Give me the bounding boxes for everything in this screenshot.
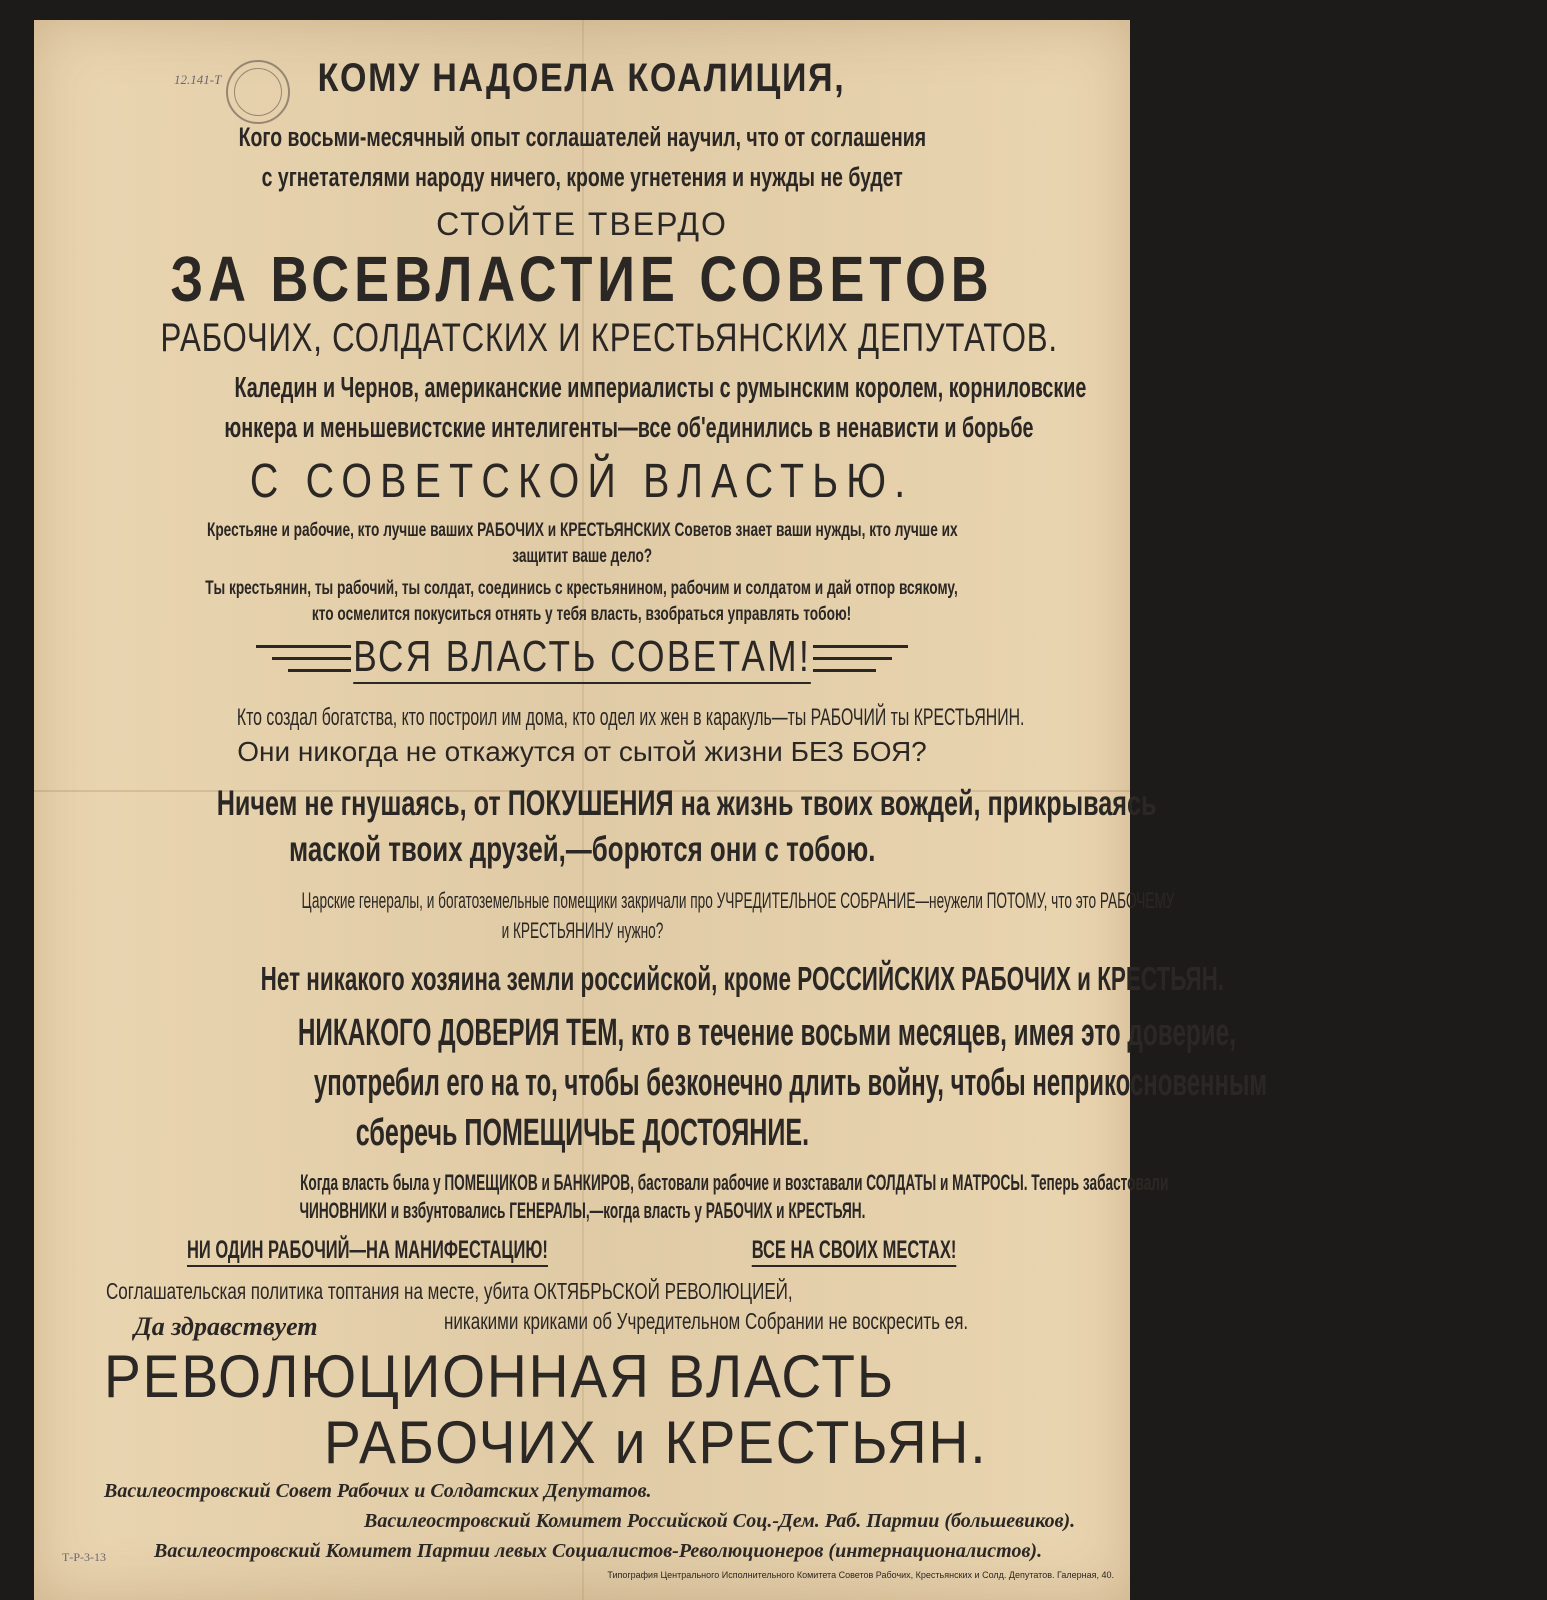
trust-line-3: сберечь ПОМЕЩИЧЬЕ ДОСТОЯНИЕ. [355, 1112, 809, 1154]
compromise-line-2: никакими криками об Учредительном Собрании не воскресить ея. [444, 1308, 969, 1334]
generals-line-1: Царские генералы, и богатоземельные помещики закричали про УЧРЕДИТЕЛЬНОЕ СОБРАНИЕ—неужели ПОТОМУ, что это РАБОЧЕМУ [301, 888, 1175, 913]
attack-line-1: Ничем не гнушаясь, от ПОКУШЕНИЯ на жизнь твоих вождей, прикрываясь [216, 784, 1157, 823]
generals-line-2: и КРЕСТЬЯНИНУ нужно? [501, 918, 663, 943]
all-power-title: ЗА ВСЕВЛАСТИЕ СОВЕТОВ [170, 243, 994, 315]
long-live: Да здравствует [134, 1312, 318, 1341]
slogan: ВСЯ ВЛАСТЬ СОВЕТАМ! [34, 632, 1130, 684]
enemies-line-2: юнкера и меньшевистские интелигенты—все об'единились в ненависти и борьбе [224, 412, 1034, 444]
deputies-line: РАБОЧИХ, СОЛДАТСКИХ И КРЕСТЬЯНСКИХ ДЕПУТАТОВ. [160, 316, 1058, 360]
shelf-mark: Т-Р-3-13 [62, 1550, 106, 1564]
intro-line-2: с угнетателями народу ничего, кроме угнетения и нужды не будет [261, 162, 903, 192]
all-places: ВСЕ НА СВОИХ МЕСТАХ! [674, 1236, 1034, 1267]
unite-line-2: кто осмелится покуситься отнять у тебя власть, взобраться управлять тобою! [312, 604, 852, 625]
signature-1: Василеостровский Совет Рабочих и Солдатских Депутатов. [104, 1480, 652, 1502]
peasants-line-1: Крестьяне и рабочие, кто лучше ваших РАБОЧИХ и КРЕСТЬЯНСКИХ Советов знает ваши нужды, кто лучше их [206, 520, 958, 541]
attack-line-2: маской твоих друзей,—борются они с тобою. [288, 830, 876, 869]
archive-number: 12.141-Т [174, 72, 222, 87]
revolutionary-power: РЕВОЛЮЦИОННАЯ ВЛАСТЬ [104, 1343, 895, 1410]
intro-line-1: Кого восьми-месячный опыт соглашателей научил, что от соглашения [238, 122, 926, 152]
wealth-line-2: Они никогда не откажутся от сытой жизни БЕЗ БОЯ? [237, 736, 927, 767]
strike-line-2: ЧИНОВНИКИ и взбунтовались ГЕНЕРАЛЫ,—когда власть у РАБОЧИХ и КРЕСТЬЯН. [299, 1198, 865, 1223]
master-line: Нет никакого хозяина земли российской, кроме РОССИЙСКИХ РАБОЧИХ и КРЕСТЬЯН. [260, 960, 1225, 997]
workers-peasants: РАБОЧИХ и КРЕСТЬЯН. [324, 1409, 988, 1476]
soviet-power-title: С СОВЕТСКОЙ ВЛАСТЬЮ. [250, 455, 914, 508]
strike-line-1: Когда власть была у ПОМЕЩИКОВ и БАНКИРОВ, бастовали рабочие и возставали СОЛДАТЫ и МАТРОСЫ. Теперь забастовали [300, 1170, 1169, 1195]
signature-3: Василеостровский Комитет Партии левых Социалистов-Революционеров (интернационалистов). [154, 1540, 1043, 1562]
trust-line-1: НИКАКОГО ДОВЕРИЯ ТЕМ, кто в течение восьми месяцев, имея это доверие, [297, 1012, 1236, 1054]
poster-sheet [34, 20, 1268, 1600]
wealth-line-1: Кто создал богатства, кто построил им дома, кто одел их жен в каракуль—ты РАБОЧИЙ ты КРЕСТЬЯНИН. [236, 704, 1025, 731]
unite-line-1: Ты крестьянин, ты рабочий, ты солдат, соединись с крестьянином, рабочим и солдатом и дай отпор всякому, [205, 578, 959, 599]
no-demo: НИ ОДИН РАБОЧИЙ—НА МАНИФЕСТАЦИЮ! [94, 1236, 554, 1267]
enemies-line-1: Каледин и Чернов, американские империалисты с румынским королем, корниловские [234, 372, 1087, 404]
stand-firm: СТОЙТЕ ТВЕРДО [436, 206, 728, 242]
trust-line-2: употребил его на то, чтобы безконечно длить войну, чтобы неприкосновенным [313, 1062, 1268, 1104]
headline: КОМУ НАДОЕЛА КОАЛИЦИЯ, [318, 56, 846, 100]
signature-2: Василеостровский Комитет Российской Соц.-Дем. Раб. Партии (большевиков). [364, 1510, 1076, 1532]
peasants-line-2: защитит ваше дело? [512, 546, 652, 567]
compromise-line-1: Соглашательская политика топтания на месте, убита ОКТЯБРЬСКОЙ РЕВОЛЮЦИЕЙ, [106, 1278, 793, 1304]
printer-credit: Типография Центрального Исполнительного Комитета Советов Рабочих, Крестьянских и Солд. Депутатов. Галерная, 40. [607, 1570, 1114, 1580]
